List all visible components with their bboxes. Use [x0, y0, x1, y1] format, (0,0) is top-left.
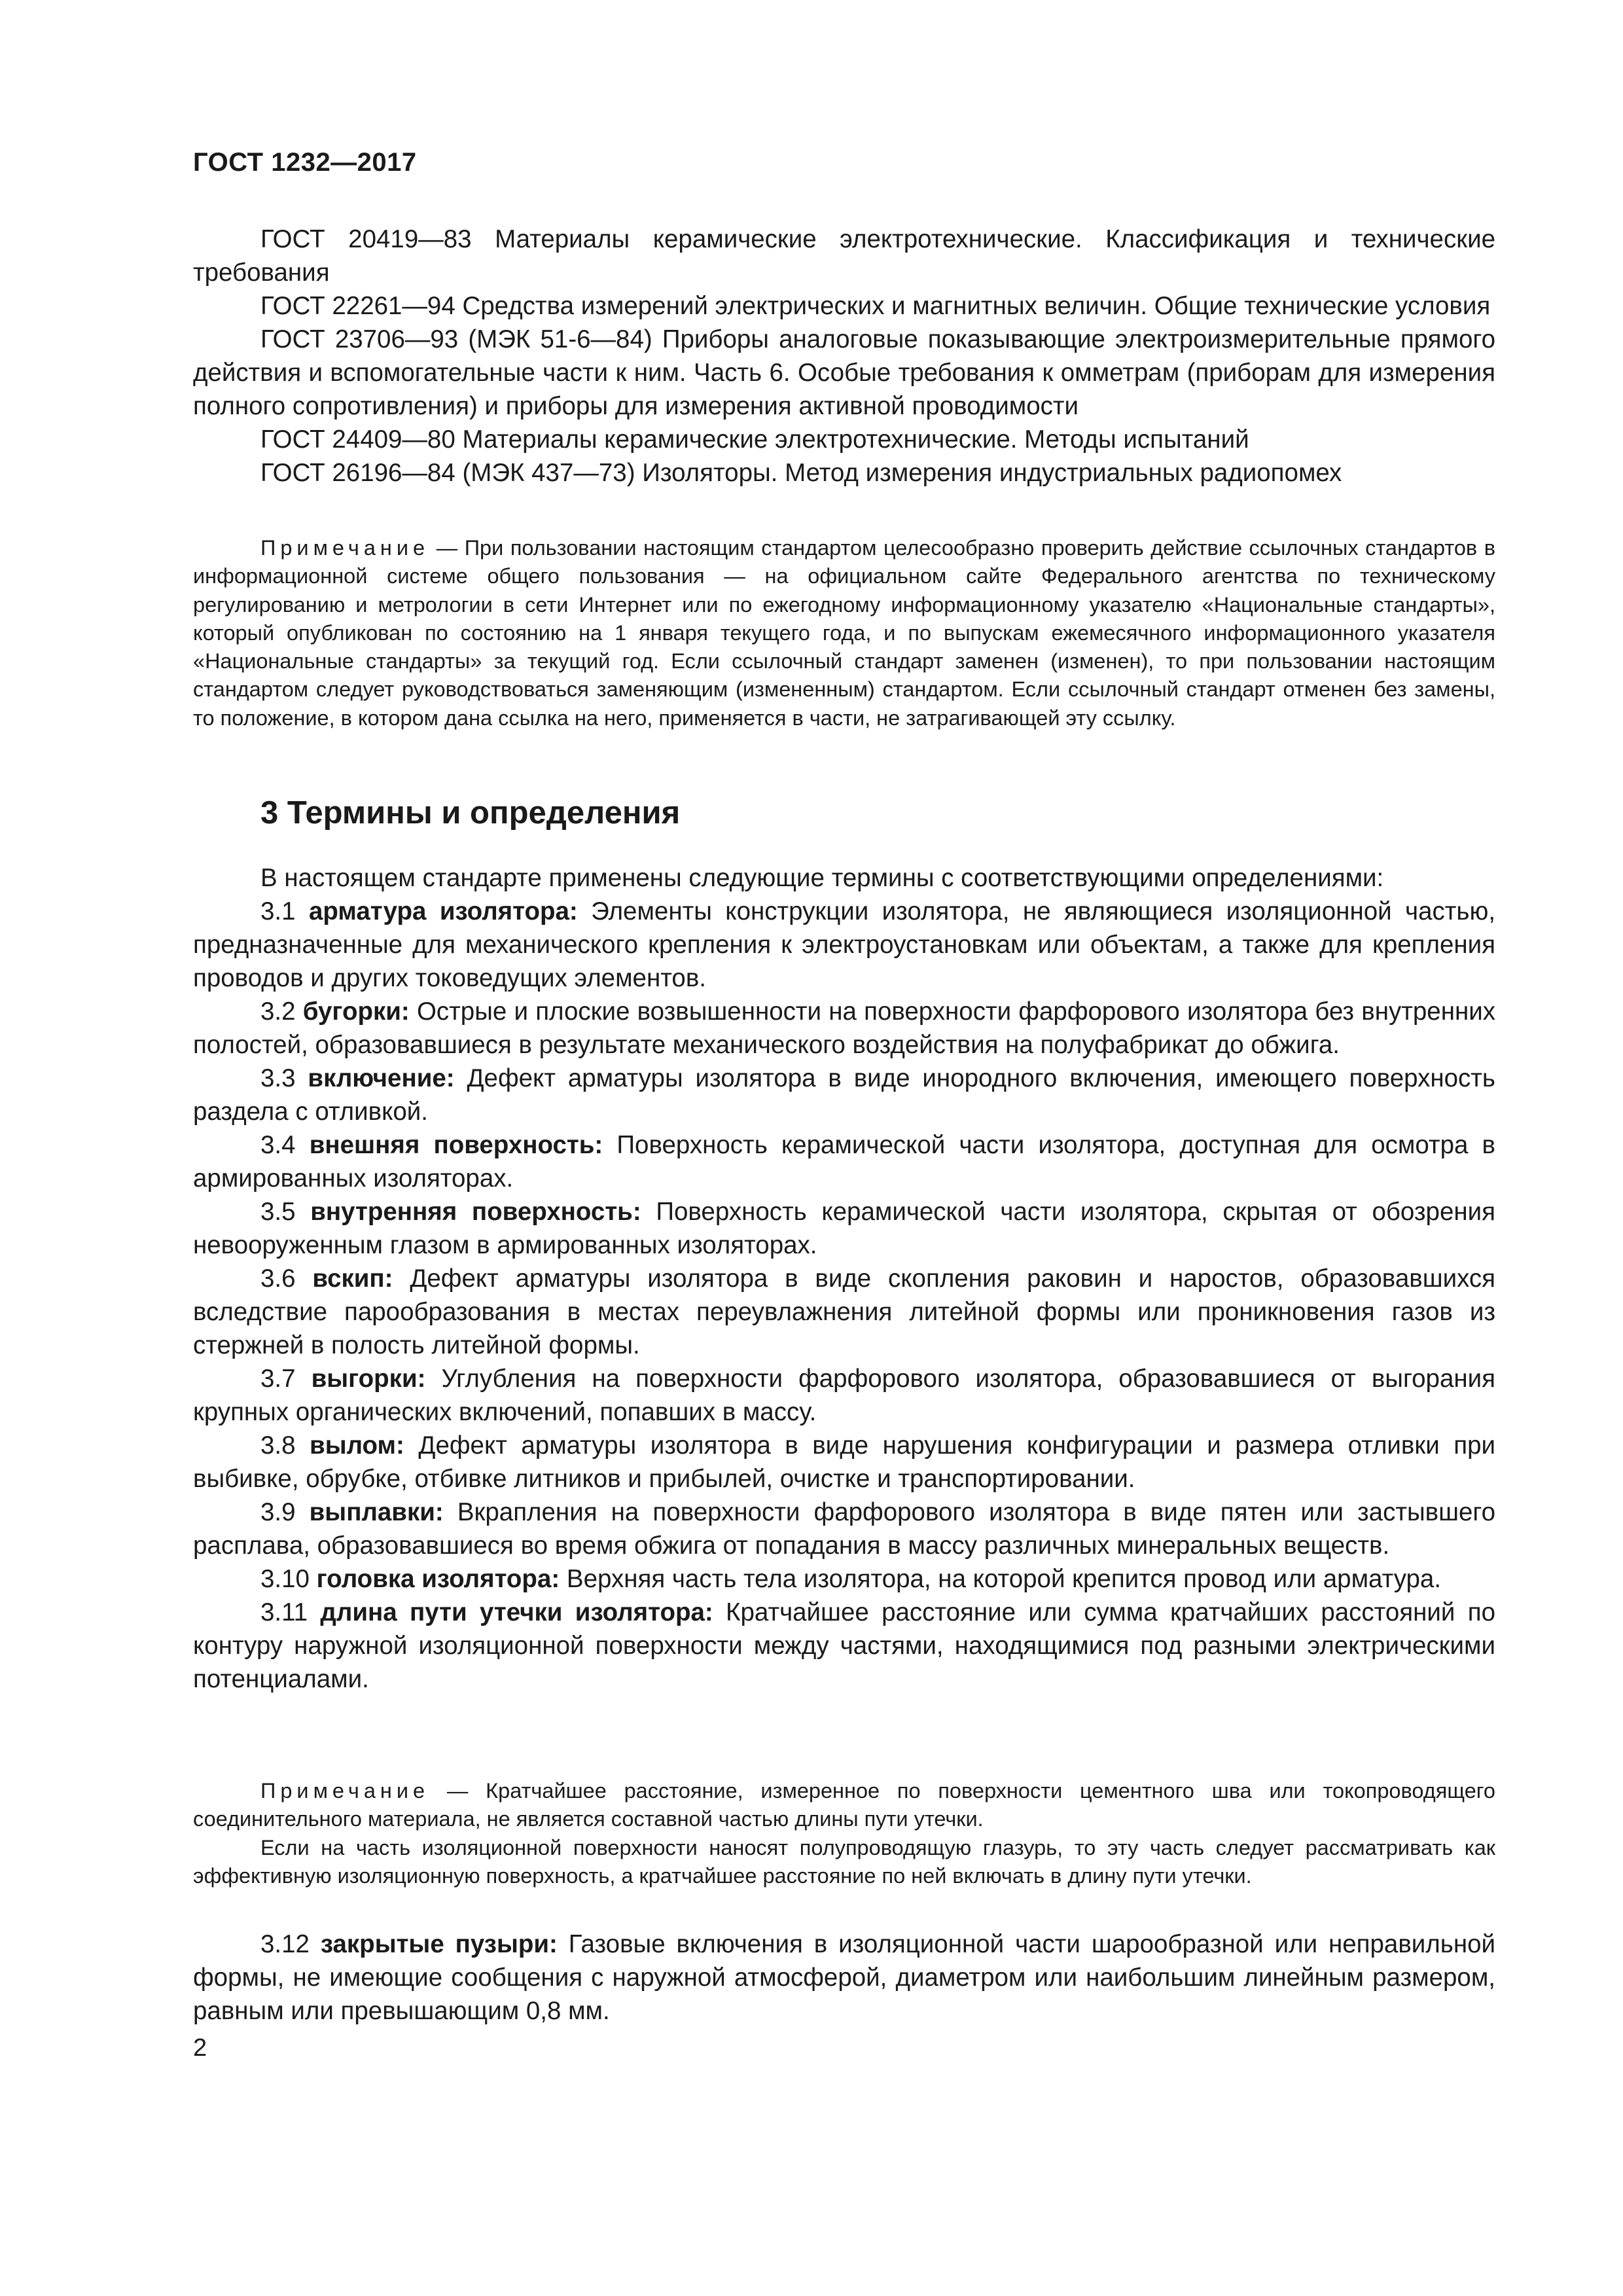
note-text: — При пользовании настоящим стандартом целесообразно проверить действие ссылочных стандартов в информационной системе общего пользования — на официальном сайте Федерального агентства по техническому регулированию и метрологии в сети Интернет или по ежегодному информационному указателю «Национальные стандарты», который опубликован по состоянию на 1 января текущего года, и по выпускам ежемесячного информационного указателя «Национальные стандарты» за текущий год. Если ссылочный стандарт заменен (изменен), то при пользовании настоящим стандартом следует руководствоваться заменяющим (измененным) стандартом. Если ссылочный стандарт отменен без замены, то положение, в котором дана ссылка на него, применяется в части, не затрагивающей эту ссылку.: [193, 536, 1495, 730]
term-name: вскип:: [312, 1265, 393, 1293]
reference-item: ГОСТ 22261—94 Средства измерений электрических и магнитных величин. Общие технические условия: [260, 292, 1491, 320]
term-definition: Поверхность керамической части изолятора, доступная для осмотра в армированных изоляторах.: [193, 1131, 1495, 1193]
term-name: выгорки:: [311, 1365, 426, 1393]
term-number: 3.1: [260, 897, 296, 925]
term-number: 3.3: [260, 1064, 296, 1092]
term-number: 3.4: [260, 1131, 296, 1159]
reference-item: ГОСТ 20419—83 Материалы керамические электротехнические. Классификация и технические требования: [193, 225, 1495, 287]
term-item: [193, 1429, 1495, 1496]
term-definition: Газовые включения в изоляционной части шарообразной или неправильной формы, не имеющие сообщения с наружной атмосферой, диаметром или наибольшим линейным размером, равным или превышающим 0,8 мм.: [193, 1930, 1495, 2025]
term-number: 3.6: [260, 1265, 296, 1293]
term-item: [193, 1128, 1495, 1195]
term-name: арматура изолятора:: [308, 897, 578, 925]
note-label: Примечание: [260, 1779, 430, 1803]
note-text-continued: Если на часть изоляционной поверхности наносят полупроводящую глазурь, то эту часть следует рассматривать как эффективную изоляционную поверхность, а кратчайшее расстояние по ней включать в длину пути утечки.: [193, 1835, 1495, 1888]
term-name: вылом:: [310, 1431, 404, 1460]
page-number: 2: [193, 2034, 207, 2062]
reference-item: ГОСТ 26196—84 (МЭК 437—73) Изоляторы. Метод измерения индустриальных радиопомех: [260, 459, 1342, 487]
term-definition: Вкрапления на поверхности фарфорового изолятора в виде пятен или застывшего расплава, образовавшиеся во время обжига от попадания в массу различных минеральных веществ.: [193, 1498, 1495, 1560]
term-name: включение:: [308, 1064, 455, 1092]
references-list: [193, 223, 1495, 490]
term-item: [193, 1596, 1495, 1696]
term-number: 3.9: [260, 1498, 296, 1526]
note-text: — Кратчайшее расстояние, измеренное по поверхности цементного шва или токопроводящего соединительного материала, не является составной частью длины пути утечки.: [193, 1779, 1495, 1831]
term-number: 3.10: [260, 1565, 310, 1593]
term-definition: Верхняя часть тела изолятора, на которой крепится провод или арматура.: [560, 1565, 1442, 1593]
term-name: закрытые пузыри:: [320, 1930, 558, 1958]
section-heading: 3 Термины и определения: [260, 795, 681, 831]
term-name: выплавки:: [309, 1498, 444, 1526]
term-definition: Дефект арматуры изолятора в виде нарушения конфигурации и размера отливки при выбивке, обрубке, отбивке литников и прибылей, очистке и транспортировании.: [193, 1431, 1495, 1493]
term-definition: Поверхность керамической части изолятора, скрытая от обозрения невооруженным глазом в армированных изоляторах.: [193, 1198, 1495, 1259]
term-name: головка изолятора:: [316, 1565, 560, 1593]
term-name: бугорки:: [302, 997, 410, 1026]
reference-item: ГОСТ 23706—93 (МЭК 51-6—84) Приборы аналоговые показывающие электроизмерительные прямого действия и вспомогательные части к ним. Часть 6. Особые требования к омметрам (приборам для измерения полного сопротивления) и приборы для измерения активной проводимости: [193, 325, 1495, 420]
term-item: [193, 1062, 1495, 1128]
term-item: [193, 995, 1495, 1062]
reference-item: ГОСТ 24409—80 Материалы керамические электротехнические. Методы испытаний: [260, 425, 1249, 454]
term-number: 3.2: [260, 997, 296, 1026]
term-number: 3.5: [260, 1198, 296, 1226]
term-number: 3.12: [260, 1930, 310, 1958]
term-number: 3.7: [260, 1365, 296, 1393]
term-number: 3.8: [260, 1431, 296, 1460]
term-definition: Элементы конструкции изолятора, не являющиеся изоляционной частью, предназначенные для механического крепления к электроустановкам или объектам, а также для крепления проводов и других токоведущих элементов.: [193, 897, 1496, 992]
term-item: [193, 1562, 1495, 1596]
note-references: [193, 534, 1495, 732]
term-definition: Острые и плоские возвышенности на поверхности фарфорового изолятора без внутренних полостей, образовавшиеся в результате механического воздействия на полуфабрикат до обжига.: [193, 997, 1495, 1059]
term-definition: Дефект арматуры изолятора в виде скопления раковин и наростов, образовавшихся вследствие парообразования в местах переувлажнения литейной формы или проникновения газов из стержней в полость литейной формы.: [193, 1265, 1496, 1359]
note-label: Примечание: [260, 536, 430, 560]
term-item: [193, 1362, 1495, 1429]
term-name: длина пути утечки изолятора:: [320, 1598, 713, 1626]
document-header: ГОСТ 1232—2017: [193, 148, 417, 177]
term-item: [193, 1496, 1495, 1562]
term-item: [193, 1195, 1495, 1262]
term-item: [193, 1262, 1495, 1362]
term-item: [193, 895, 1495, 995]
term-definition: Дефект арматуры изолятора в виде инородного включения, имеющего поверхность раздела с отливкой.: [193, 1064, 1495, 1126]
term-item-closed-bubbles: [193, 1928, 1495, 2028]
note-leakage-path: [193, 1777, 1495, 1890]
terms-list: [193, 861, 1495, 1696]
term-number: 3.11: [260, 1598, 308, 1626]
section-intro: В настоящем стандарте применены следующие термины с соответствующими определениями:: [260, 864, 1384, 892]
term-name: внутренняя поверхность:: [310, 1198, 641, 1226]
term-definition: Кратчайшее расстояние или сумма кратчайших расстояний по контуру наружной изоляционной поверхности между частями, находящимися под разными электрическими потенциалами.: [193, 1598, 1495, 1693]
term-name: внешняя поверхность:: [309, 1131, 603, 1159]
term-definition: Углубления на поверхности фарфорового изолятора, образовавшиеся от выгорания крупных органических включений, попавших в массу.: [193, 1365, 1495, 1426]
